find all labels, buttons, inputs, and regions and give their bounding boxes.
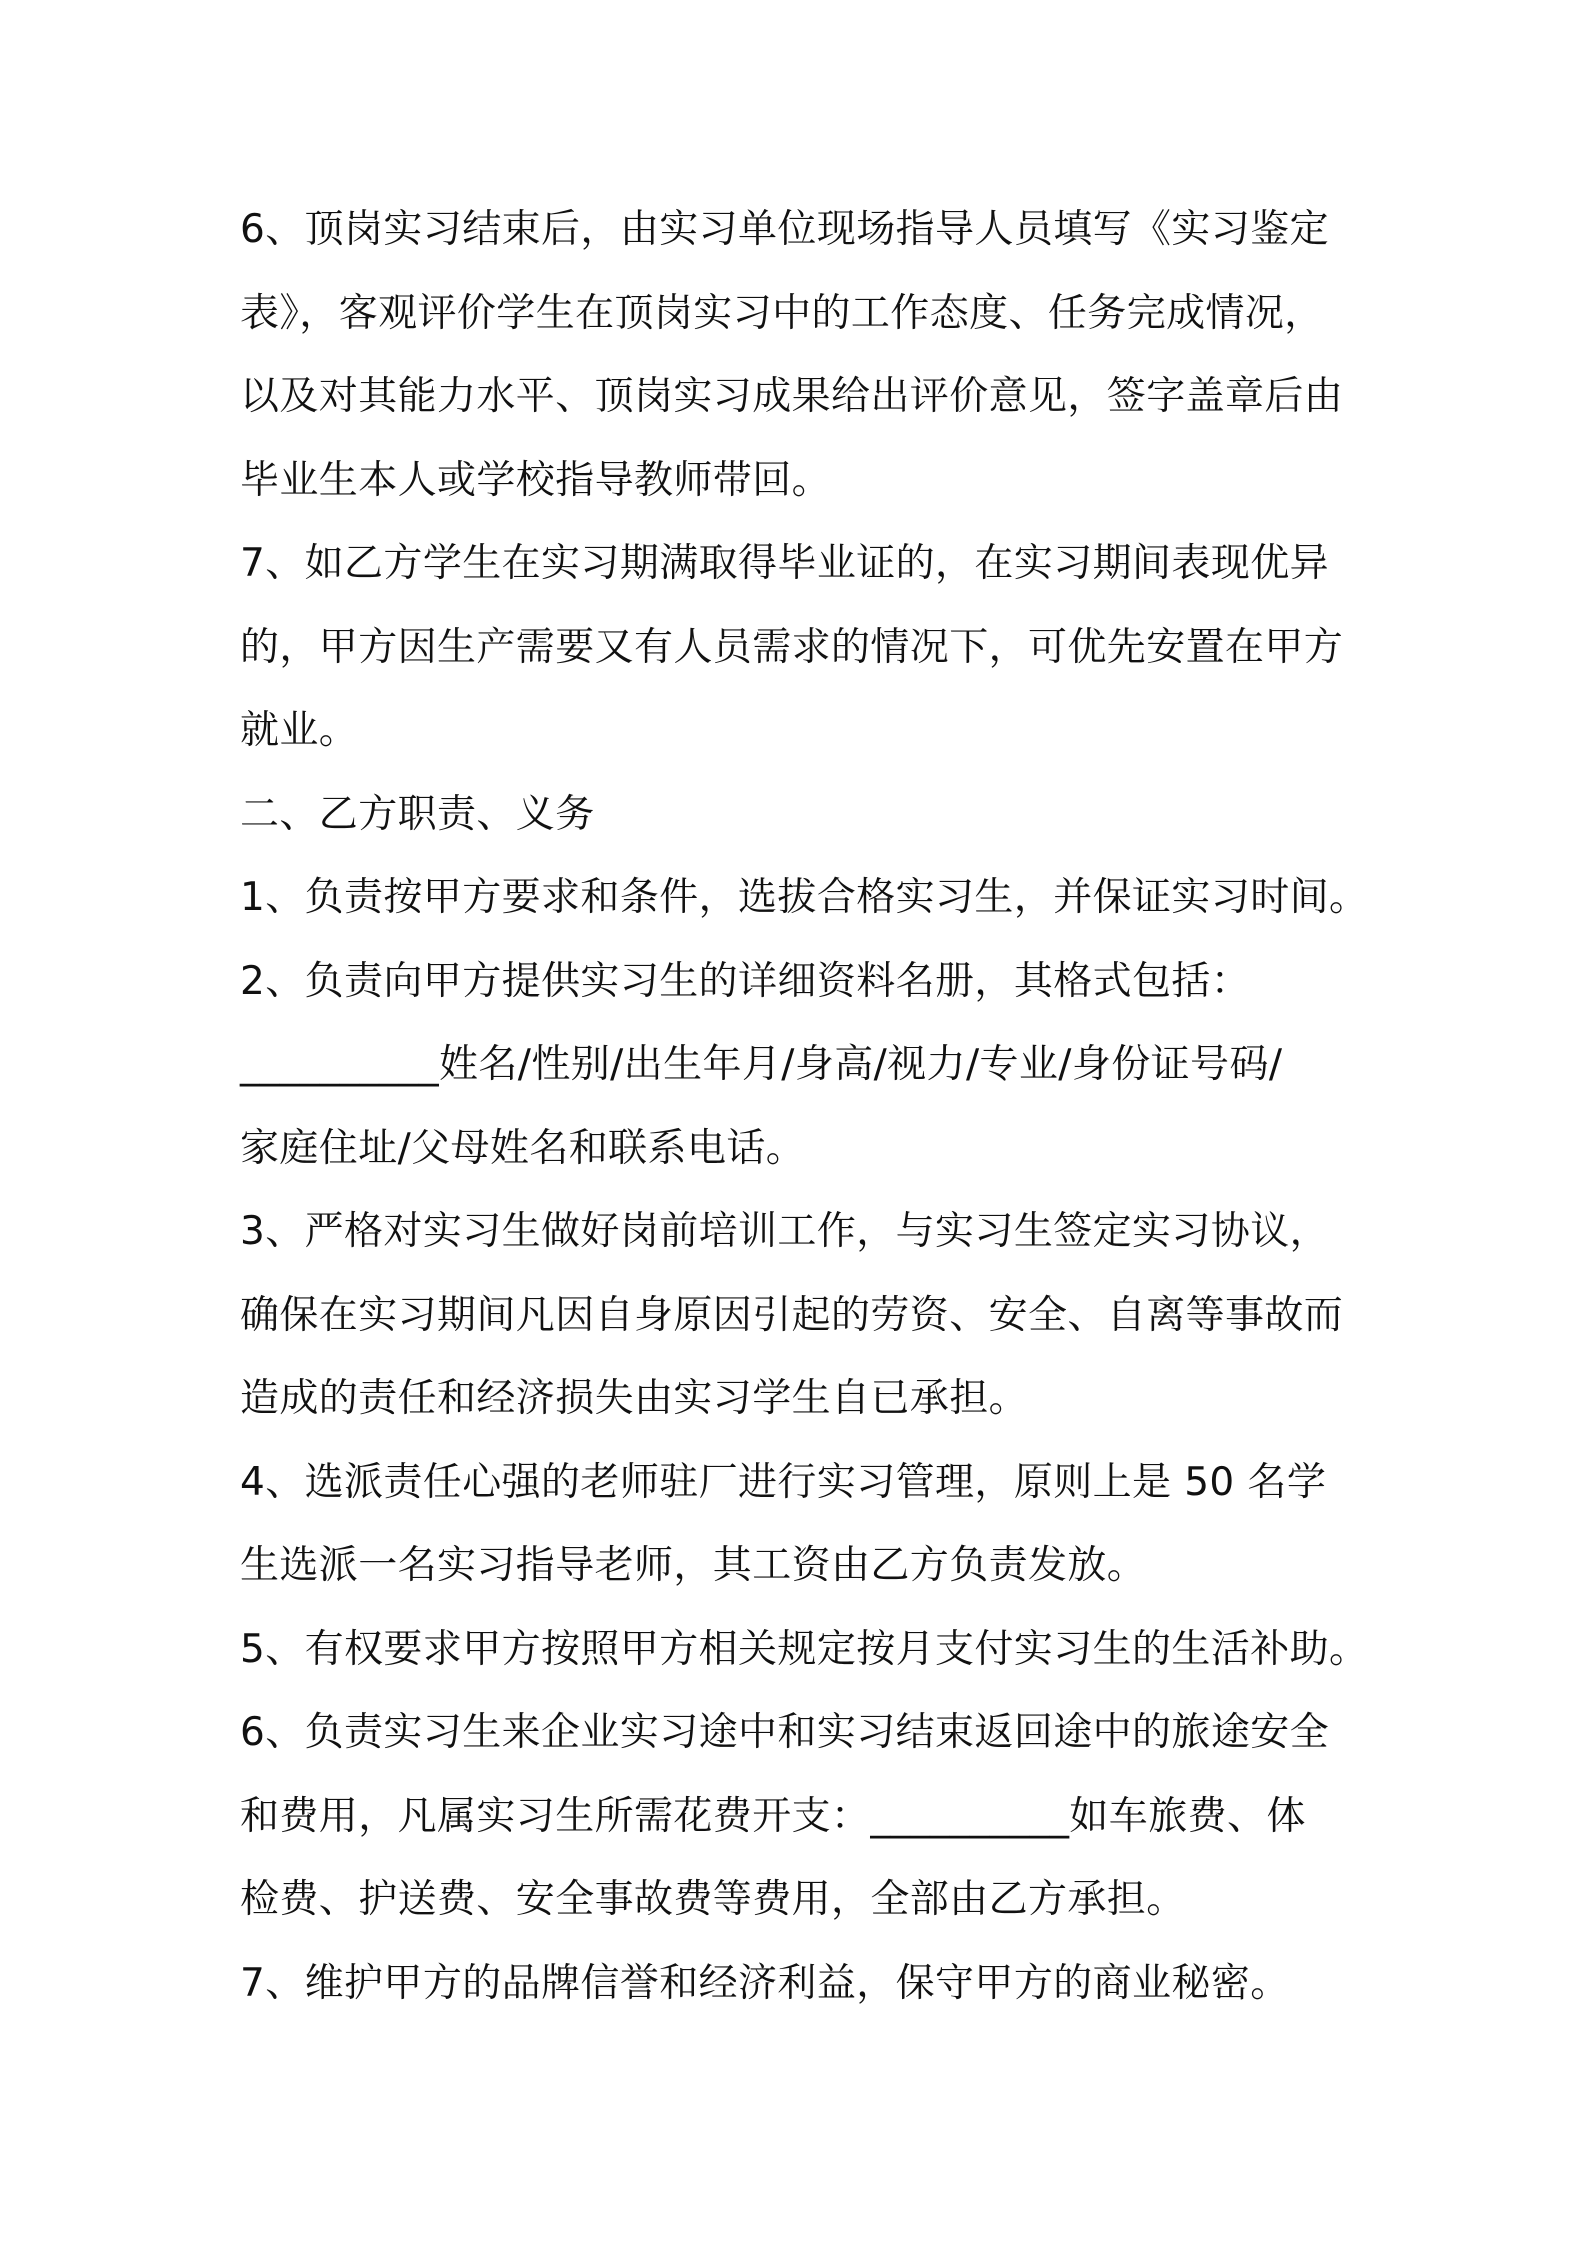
text-line: 6、顶岗实习结束后，由实习单位现场指导人员填写《实习鉴定	[240, 207, 1330, 252]
text-line: 的，甲方因生产需要又有人员需求的情况下，可优先安置在甲方	[240, 624, 1344, 670]
text-line: 毕业生本人或学校指导教师带回。	[240, 457, 832, 503]
text-line: 表》，客观评价学生在顶岗实习中的工作态度、任务完成情况，	[240, 290, 1324, 336]
text-line: 造成的责任和经济损失由实习学生自已承担。	[240, 1376, 1029, 1421]
text-line: 生选派一名实习指导老师，其工资由乙方负责发放。	[240, 1543, 1147, 1588]
text-line: 6、负责实习生来企业实习途中和实习结束返回途中的旅途安全	[240, 1710, 1330, 1755]
text-line: 3、严格对实习生做好岗前培训工作，与实习生签定实习协议，	[240, 1209, 1330, 1254]
document-body	[240, 188, 1369, 2025]
text-line: 就业。	[240, 708, 359, 753]
text-line: 5、有权要求甲方按照甲方相关规定按月支付实习生的生活补助。	[240, 1626, 1369, 1672]
text-line: 家庭住址/父母姓名和联系电话。	[240, 1125, 806, 1171]
text-line: 2、负责向甲方提供实习生的详细资料名册，其格式包括：	[240, 958, 1251, 1004]
section-heading: 二、乙方职责、义务	[240, 791, 595, 837]
text-line: __________姓名/性别/出生年月/身高/视力/专业/身份证号码/	[240, 1042, 1283, 1087]
text-line: 4、选派责任心强的老师驻厂进行实习管理，原则上是 50 名学	[240, 1459, 1327, 1505]
text-line: 和费用，凡属实习生所需花费开支：__________如车旅费、体	[240, 1793, 1306, 1839]
text-line: 确保在实习期间凡因自身原因引起的劳资、安全、自离等事故而	[240, 1292, 1344, 1338]
text-line: 1、负责按甲方要求和条件，选拔合格实习生，并保证实习时间。	[240, 875, 1369, 920]
text-line: 7、维护甲方的品牌信誉和经济利益，保守甲方的商业秘密。	[240, 1960, 1290, 2006]
text-line: 以及对其能力水平、顶岗实习成果给出评价意见，签字盖章后由	[240, 374, 1344, 419]
text-line: 检费、护送费、安全事故费等费用，全部由乙方承担。	[240, 1877, 1186, 1922]
text-line: 7、如乙方学生在实习期满取得毕业证的，在实习期间表现优异	[240, 541, 1330, 586]
